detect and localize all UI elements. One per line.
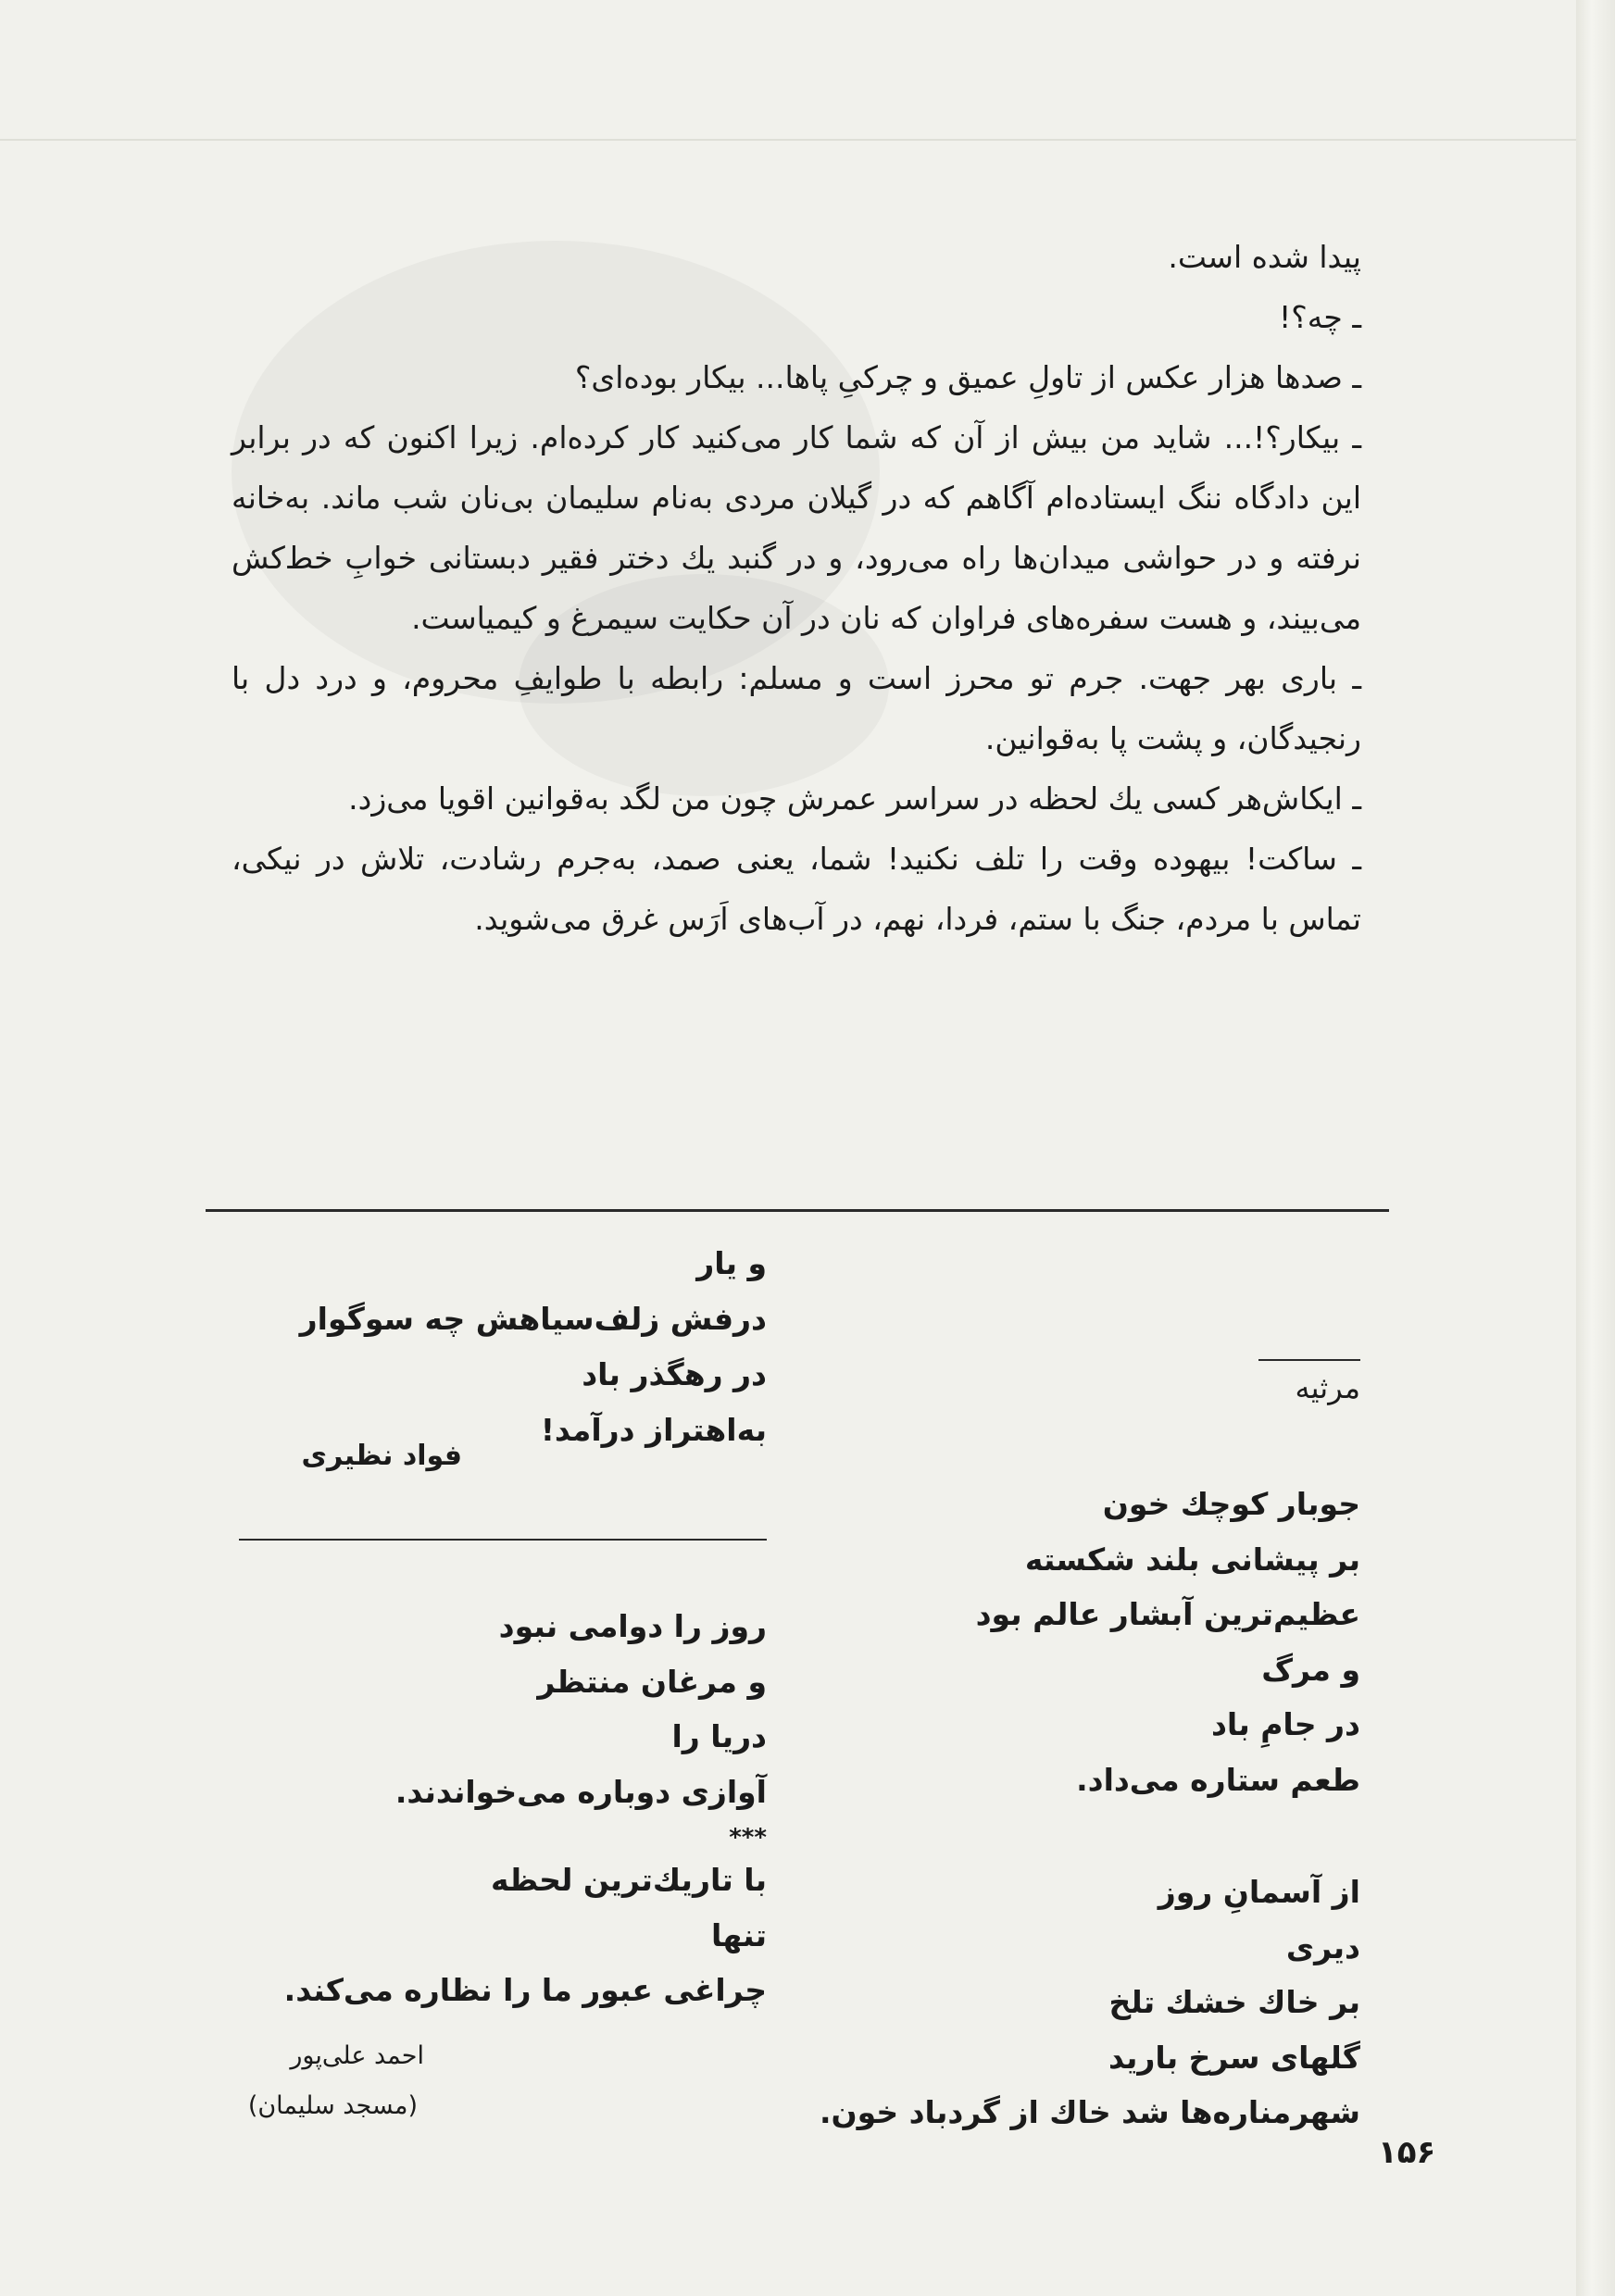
poem-author: احمد علی‌پور	[290, 2041, 424, 2070]
poem-line: با تاریك‌ترین لحظه	[491, 1862, 767, 1898]
prose-paragraph: ـ باری بهر جهت. جرم تو محرز است و مسلم: رابطه با طوایفِ محروم، و درد دل با رنجیدگان، و پشت پا به‌قوانین.	[232, 660, 1361, 756]
poem-line: از آسمانِ روز	[1158, 1874, 1360, 1910]
section-divider	[206, 1209, 1389, 1212]
prose-paragraph: پیدا شده است.	[1168, 239, 1361, 275]
prose-paragraph: ـ ساکت! بیهوده وقت را تلف نکنید! شما، یعنی صمد، به‌جرم رشادت، تلاش در نیکی، تماس با مردم، جنگ با ستم، فردا، نهم، در آب‌های اَرَس غرق می‌شوید.	[232, 841, 1361, 937]
stanza-separator: ***	[729, 1824, 767, 1852]
poem-line: گلهای سرخ بارید	[1108, 2039, 1360, 2076]
poem-line: و مرغان منتظر	[537, 1663, 767, 1700]
poem-line: شهرمناره‌ها شد خاك از گردباد خون.	[819, 2094, 1360, 2130]
poem-title: مرثیه	[1295, 1370, 1360, 1405]
prose-paragraph: ـ ایکاش‌هر کسی یك لحظه در سراسر عمرش چون من لگد به‌قوانین اقویا می‌زد.	[348, 780, 1361, 817]
prose-block	[232, 227, 1361, 949]
poem-line: و یار	[696, 1245, 767, 1281]
prose-paragraph: ـ بیکار؟!... شاید من بیش از آن که شما کار می‌کنید کار کرده‌ام. زیرا اکنون که در برابر این دادگاه ننگ ایستاده‌ام آگاهم که در گیلان مردی به‌نام سلیمان بی‌نان شب ماند. به‌خانه نرفته و در حواشی میدان‌ها راه می‌رود، و در گنبد یك دختر فقیر دبستانی خوابِ خط‌کش می‌بیند، و هست سفره‌های فراوان که نان در آن حکایت سیمرغ و کیمیاست.	[232, 419, 1361, 636]
poem-line: عظیم‌ترین آبشار عالم بود	[975, 1596, 1360, 1632]
poem-divider	[239, 1539, 767, 1541]
poem-line: چراغی عبور ما را نظاره می‌کند.	[283, 1972, 767, 2008]
poem-author: فواد نظیری	[301, 1440, 462, 1472]
poem-line: روز را دوامی نبود	[498, 1608, 767, 1644]
page-edge	[1576, 0, 1615, 2296]
poem-line: آوازی دوباره می‌خواندند.	[394, 1773, 767, 1810]
poem-line: بر خاك خشك تلخ	[1108, 1984, 1360, 2020]
poem-line: بر پیشانی بلند شکسته	[1024, 1541, 1360, 1578]
poem-line: جوبار کوچك خون	[1102, 1486, 1360, 1522]
prose-paragraph: ـ چه؟!	[1279, 299, 1361, 335]
elegy-poem	[820, 1477, 1360, 2140]
title-rule	[1258, 1359, 1360, 1361]
poem-line: دیری	[1285, 1928, 1360, 1965]
poem-line: دریا را	[671, 1718, 767, 1754]
poem-line: و مرگ	[1261, 1651, 1360, 1688]
poem-place: (مسجد سلیمان)	[247, 2091, 418, 2120]
page-number: ۱۵۶	[1378, 2134, 1436, 2171]
poem-line: طعم ستاره می‌داد.	[1076, 1761, 1360, 1798]
second-poem	[284, 1599, 767, 2018]
prose-paragraph: ـ صدها هزار عکس از تاولِ عمیق و چرکیِ پاها... بیکار بوده‌ای؟	[574, 359, 1361, 395]
poem-line: در جامِ باد	[1211, 1706, 1360, 1742]
stanza-gap	[820, 1807, 1360, 1865]
poem-line: درفش زلف‌سیاهش چه سوگوار	[299, 1301, 767, 1337]
poem-line: تنها	[710, 1916, 767, 1953]
poem-line: به‌اهتراز درآمد!	[540, 1412, 767, 1448]
page-fold-line	[0, 139, 1615, 141]
poem-continuation	[300, 1236, 767, 1458]
poem-line: در رهگذر باد	[582, 1356, 767, 1392]
